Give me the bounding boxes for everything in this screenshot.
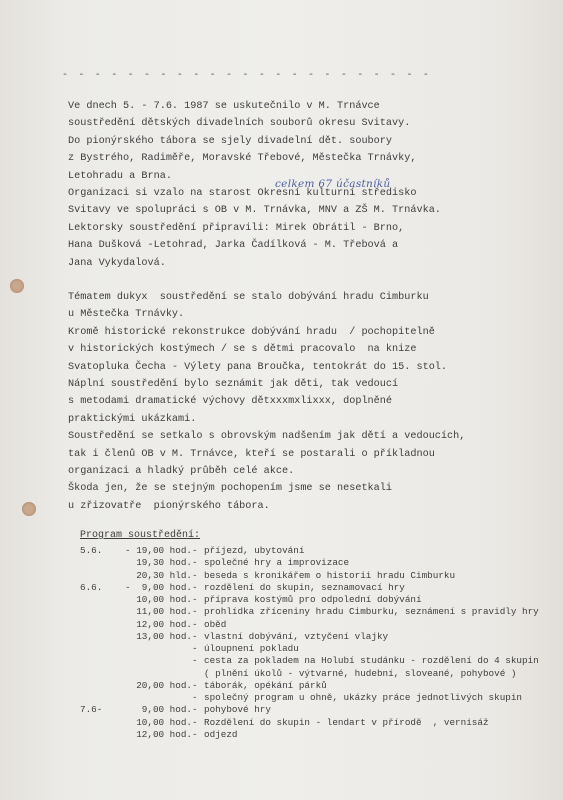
program-day <box>80 594 112 606</box>
program-dash: - <box>192 704 198 716</box>
punch-hole <box>10 279 24 293</box>
text-line: Ve dnech 5. - 7.6. 1987 se uskutečnilo v M. Trnávce <box>68 101 380 112</box>
program-day <box>80 606 112 618</box>
program-item: vlastní dobývání, vztyčení vlajky <box>204 630 389 642</box>
program-row <box>80 717 539 729</box>
program-dash: - <box>192 643 198 654</box>
text-line: Do pionýrského tábora se sjely divadelní dět. soubory <box>68 135 393 147</box>
program-day <box>80 692 112 704</box>
program-time: 9,00 hod. <box>141 704 192 716</box>
text-line: Svitavy ve spolupráci s OB v M. Trnávka, MNV a ZŠ M. Trnávka. <box>68 205 441 217</box>
program-row <box>80 655 539 667</box>
program-time <box>112 643 192 655</box>
text-line: Kromě historické rekonstrukce dobývání hradu / pochopitelně <box>68 326 435 338</box>
program-day: 6.6. <box>80 581 103 593</box>
text-line: Soustředění se setkalo s obrovským nadšením jak dětí a vedoucích, <box>68 431 466 443</box>
program-time: 19,30 hod. <box>136 557 192 569</box>
program-row <box>80 545 539 557</box>
program-day <box>80 570 112 582</box>
paragraph-theme <box>68 289 465 515</box>
program-row <box>80 594 539 606</box>
program-day <box>80 619 112 631</box>
program-row <box>80 668 539 680</box>
program-item: úloupnení pokladu <box>204 643 299 654</box>
program-dash: - <box>192 630 198 642</box>
program-dash: - <box>192 679 198 691</box>
text-line: u Městečka Trnávky. <box>68 309 185 321</box>
program-dash: - <box>192 606 198 618</box>
text-line: Náplní soustředění bylo seznámit jak děti, tak vedoucí <box>68 378 399 390</box>
program-item: prohlídka zříceniny hradu Cimburku, seznámení s pravidly hry <box>204 606 539 618</box>
program-item: příjezd, ubytování <box>204 545 305 556</box>
text-line: s metodami dramatické výchovy dětxxxmxlixxx, doplněné <box>68 396 393 408</box>
program-item: cesta za pokladem na Holubí studánku - rozdělení do 4 skupin <box>204 655 539 667</box>
program-time: 20,00 hod. <box>136 679 192 691</box>
program-item: rozdělení do skupin, seznamovací hry <box>204 581 405 593</box>
program-time: - 9,00 hod. <box>125 581 192 593</box>
program-time <box>112 655 192 667</box>
text-line: Tématem dukyx soustředění se stalo dobývání hradu Cimburku <box>68 292 429 303</box>
program-row <box>80 680 539 692</box>
text-line: soustředění dětských divadelních souborů okresu Svitavy. <box>68 118 411 130</box>
program-day <box>80 717 112 729</box>
text-line: Svatopluka Čecha - Výlety pana Broučka, tentokrát do 15. stol. <box>68 361 448 373</box>
program-time: 12,00 hod. <box>136 618 192 630</box>
program-title: Program soustředění: <box>80 530 201 541</box>
program-row <box>80 643 539 655</box>
program-day <box>80 655 112 667</box>
program-item: oběd <box>204 618 227 630</box>
program-item: beseda s kronikářem o historii hradu Cimburku <box>204 569 456 581</box>
program-dash: - <box>192 569 198 581</box>
program-day <box>80 643 112 655</box>
text-line: v historických kostýmech / se s dětmi pracovalo na knize <box>68 344 417 356</box>
header-rule: - - - - - - - - - - - - - - - - - - - - - - - <box>62 70 432 81</box>
text-line: organizaci a hladký průběh celé akce. <box>68 465 295 477</box>
program-table <box>80 545 539 741</box>
program-row <box>80 606 539 618</box>
program-item: Rozdělení do skupin - lendart v přírodě , vernisáž <box>204 716 489 728</box>
program-dash: - <box>192 557 198 569</box>
program-dash: - <box>192 545 198 556</box>
program-item: společný program u ohně, ukázky práce jednotlivých skupin <box>204 692 523 703</box>
program-dash: - <box>192 716 198 728</box>
program-day <box>80 668 112 680</box>
program-item: pohybové hry <box>204 704 271 716</box>
program-time: 10,00 hod. <box>136 594 192 605</box>
program-row <box>80 557 539 569</box>
program-item: táborák, opékání párků <box>204 679 327 691</box>
program-row <box>80 729 539 741</box>
program-time: 11,00 hod. <box>136 606 192 618</box>
program-item: společné hry a improvizace <box>204 557 350 569</box>
program-time: 10,00 hod. <box>136 716 192 728</box>
program-time <box>112 692 192 704</box>
program-item: ( plnění úkolů - výtvarné, hudební, sloveané, pohybové ) <box>204 667 517 679</box>
program-dash <box>192 668 204 680</box>
program-dash: - <box>192 618 198 630</box>
program-day <box>80 557 112 569</box>
program-day: 5.6. <box>80 545 103 556</box>
text-line: Letohradu a Brna. <box>68 170 172 182</box>
text-line: Hana Dušková -Letohrad, Jarka Čadílková - M. Třebová a <box>68 240 399 252</box>
program-time <box>112 668 192 680</box>
text-line: praktickými ukázkami. <box>68 413 197 425</box>
program-time: - 19,00 hod. <box>125 545 192 556</box>
program-time: 13,00 hod. <box>136 630 192 642</box>
handwritten-note: celkem 67 účastníků <box>275 178 391 190</box>
program-dash: - <box>192 594 198 605</box>
program-item: odjezd <box>204 728 238 740</box>
text-line: Jana Vykydalová. <box>68 257 166 269</box>
text-line: tak i členů OB v M. Trnávce, kteří se postarali o příkladnou <box>68 448 435 460</box>
text-line: Lektorsky soustředění připravili: Mirek Obrátil - Brno, <box>68 222 405 234</box>
program-row <box>80 619 539 631</box>
text-line: Organizaci si vzalo na starost Okresní kulturní středisko <box>68 187 417 199</box>
program-row <box>80 631 539 643</box>
program-dash: - <box>192 655 198 667</box>
program-time: 12,00 hod. <box>136 728 192 740</box>
program-row <box>80 582 539 594</box>
text-line: u zřizovatře pionýrského tábora. <box>68 500 270 512</box>
program-dash: - <box>192 728 198 740</box>
program-row <box>80 570 539 582</box>
program-day: 7.6- <box>80 704 103 716</box>
text-line: z Bystrého, Radiměře, Moravské Třebové, Městečka Trnávky, <box>68 153 417 165</box>
program-day <box>80 680 112 692</box>
punch-hole <box>22 502 36 516</box>
program-dash: - <box>192 692 198 703</box>
program-time: 20,30 hld. <box>136 569 192 581</box>
program-day <box>80 631 112 643</box>
program-dash: - <box>192 581 198 593</box>
program-row <box>80 692 539 704</box>
text-line: Škoda jen, že se stejným pochopením jsme se nesetkali <box>68 483 393 495</box>
program-row <box>80 704 539 716</box>
program-day <box>80 729 112 741</box>
program-item: příprava kostýmů pro odpolední dobývání <box>204 594 422 605</box>
